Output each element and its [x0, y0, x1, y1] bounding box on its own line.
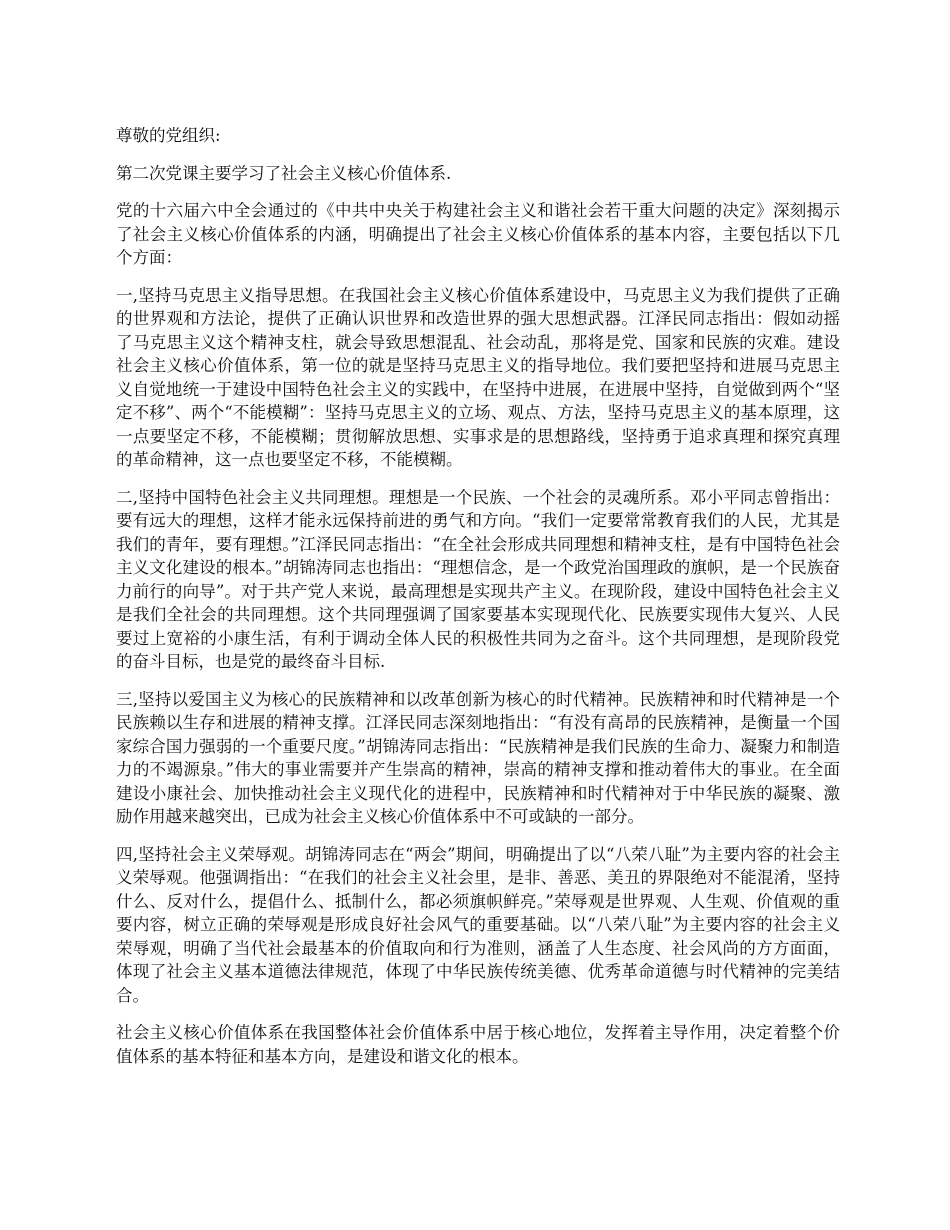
paragraph-marxism: 一,坚持马克思主义指导思想。在我国社会主义核心价值体系建设中，马克思主义为我们提供了正确的世界观和方法论，提供了正确认识世界和改造世界的强大思想武器。江泽民同志指出：假如动摇了马克思主义这个精神支柱，就会导致思想混乱、社会动乱，那将是党、国家和民族的灾难。建设社会主义核心价值体系，第一位的就是坚持马克思主义的指导地位。我们要把坚持和进展马克思主义自觉地统一于建设中国特色社会主义的实践中，在坚持中进展，在进展中坚持，自觉做到两个“坚定不移”、两个“不能模糊”：坚持马克思主义的立场、观点、方法，坚持马克思主义的基本原理，这一点要坚定不移，不能模糊；贯彻解放思想、实事求是的思想路线，坚持勇于追求真理和探究真理的革命精神，这一点也要坚定不移，不能模糊。 [116, 285, 840, 469]
salutation: 尊敬的党组织: [116, 126, 221, 145]
paragraph-intro: 第二次党课主要学习了社会主义核心价值体系. [116, 163, 452, 183]
paragraph-decision: 党的十六届六中全会通过的《中共中央关于构建社会主义和谐社会若干重大问题的决定》深刻揭示了社会主义核心价值体系的内涵，明确提出了社会主义核心价值体系的基本内容，主要包括以下几个方面： [116, 201, 840, 267]
paragraph-conclusion: 社会主义核心价值体系在我国整体社会价值体系中居于核心地位，发挥着主导作用，决定着整个价值体系的基本特征和基本方向，是建设和谐文化的根本。 [116, 1023, 840, 1066]
document-page [116, 124, 840, 1082]
paragraph-common-ideal: 二,坚持中国特色社会主义共同理想。理想是一个民族、一个社会的灵魂所系。邓小平同志曾指出：要有远大的理想，这样才能永远保持前进的勇气和方向。“我们一定要常常教育我们的人民，尤其是我们的青年，要有理想。”江泽民同志指出：“在全社会形成共同理想和精神支柱，是有中国特色社会主义文化建设的根本。”胡锦涛同志也指出：“理想信念，是一个政党治国理政的旗帜，是一个民族奋力前行的向导”。对于共产党人来说，最高理想是实现共产主义。在现阶段，建设中国特色社会主义是我们全社会的共同理想。这个共同理强调了国家要基本实现现代化、民族要实现伟大复兴、人民要过上宽裕的小康生活，有利于调动全体人民的积极性共同为之奋斗。这个共同理想，是现阶段党的奋斗目标，也是党的最终奋斗目标. [116, 487, 840, 671]
paragraph-national-spirit: 三,坚持以爱国主义为核心的民族精神和以改革创新为核心的时代精神。民族精神和时代精神是一个民族赖以生存和进展的精神支撑。江泽民同志深刻地指出：“有没有高昂的民族精神，是衡量一个国家综合国力强弱的一个重要尺度。”胡锦涛同志指出：“民族精神是我们民族的生命力、凝聚力和制造力的不竭源泉。”伟大的事业需要并产生崇高的精神，崇高的精神支撑和推动着伟大的事业。在全面建设小康社会、加快推动社会主义现代化的进程中，民族精神和时代精神对于中华民族的凝聚、激励作用越来越突出，已成为社会主义核心价值体系中不可或缺的一部分。 [116, 689, 840, 826]
paragraph-honor-disgrace: 四,坚持社会主义荣辱观。胡锦涛同志在“两会”期间，明确提出了以“八荣八耻”为主要内容的社会主义荣辱观。他强调指出：“在我们的社会主义社会里，是非、善恶、美丑的界限绝对不能混淆，坚持什么、反对什么，提倡什么、抵制什么，都必须旗帜鲜亮。”荣辱观是世界观、人生观、价值观的重要内容，树立正确的荣辱观是形成良好社会风气的重要基础。以“八荣八耻”为主要内容的社会主义荣辱观，明确了当代社会最基本的价值取向和行为准则，涵盖了人生态度、社会风尚的方方面面，体现了社会主义基本道德法律规范，体现了中华民族传统美德、优秀革命道德与时代精神的完美结合。 [116, 844, 840, 1005]
